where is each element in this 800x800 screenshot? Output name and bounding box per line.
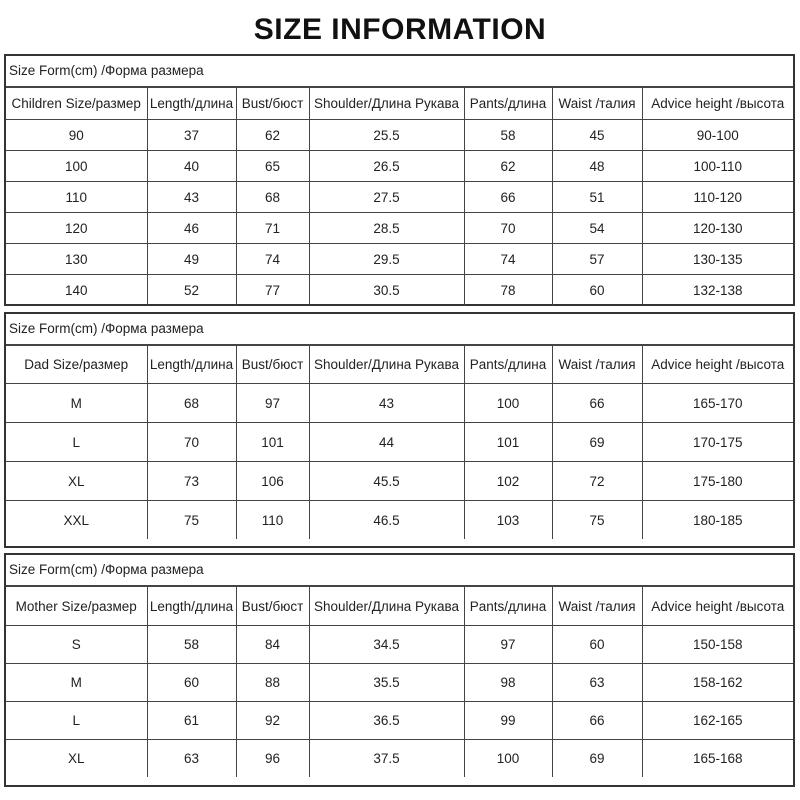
waist-cell: 72 xyxy=(552,462,642,501)
pants-column-header: Pants/длина xyxy=(464,88,552,120)
table-row xyxy=(6,384,793,423)
waist-cell: 60 xyxy=(552,626,642,664)
waist-column-header: Waist /талия xyxy=(552,346,642,384)
table-row xyxy=(6,213,793,244)
waist-cell: 69 xyxy=(552,740,642,778)
pants-column-header: Pants/длина xyxy=(464,346,552,384)
table-row xyxy=(6,244,793,275)
table-row xyxy=(6,462,793,501)
pants-cell: 70 xyxy=(464,213,552,244)
pants-cell: 100 xyxy=(464,384,552,423)
pants-cell: 103 xyxy=(464,501,552,540)
advice-height-column-header: Advice height /высота xyxy=(642,346,793,384)
shoulder-cell: 45.5 xyxy=(309,462,464,501)
bust-cell: 65 xyxy=(236,151,309,182)
shoulder-cell: 26.5 xyxy=(309,151,464,182)
shoulder-cell: 28.5 xyxy=(309,213,464,244)
advice-height-cell: 162-165 xyxy=(642,702,793,740)
size-cell: L xyxy=(6,423,147,462)
shoulder-cell: 36.5 xyxy=(309,702,464,740)
length-cell: 73 xyxy=(147,462,236,501)
advice-height-cell: 150-158 xyxy=(642,626,793,664)
length-cell: 68 xyxy=(147,384,236,423)
waist-cell: 57 xyxy=(552,244,642,275)
bust-column-header: Bust/бюст xyxy=(236,346,309,384)
table-row xyxy=(6,664,793,702)
advice-height-cell: 110-120 xyxy=(642,182,793,213)
size-cell: 110 xyxy=(6,182,147,213)
length-column-header: Length/длина xyxy=(147,346,236,384)
shoulder-column-header: Shoulder/Длина Рукава xyxy=(309,587,464,626)
shoulder-cell: 43 xyxy=(309,384,464,423)
waist-cell: 66 xyxy=(552,702,642,740)
size-cell: M xyxy=(6,384,147,423)
size-column-header: Dad Size/размер xyxy=(6,346,147,384)
bust-cell: 96 xyxy=(236,740,309,778)
length-cell: 40 xyxy=(147,151,236,182)
size-column-header: Children Size/размер xyxy=(6,88,147,120)
table-row xyxy=(6,275,793,306)
bust-column-header: Bust/бюст xyxy=(236,88,309,120)
bust-cell: 68 xyxy=(236,182,309,213)
length-cell: 61 xyxy=(147,702,236,740)
advice-height-cell: 120-130 xyxy=(642,213,793,244)
advice-height-cell: 180-185 xyxy=(642,501,793,540)
bust-cell: 84 xyxy=(236,626,309,664)
length-cell: 70 xyxy=(147,423,236,462)
table-row xyxy=(6,501,793,540)
header-row xyxy=(6,346,793,384)
bust-cell: 97 xyxy=(236,384,309,423)
length-cell: 75 xyxy=(147,501,236,540)
table-row xyxy=(6,626,793,664)
advice-height-cell: 170-175 xyxy=(642,423,793,462)
bust-cell: 110 xyxy=(236,501,309,540)
header-row xyxy=(6,587,793,626)
mother-size-table xyxy=(4,553,795,787)
shoulder-cell: 37.5 xyxy=(309,740,464,778)
shoulder-cell: 30.5 xyxy=(309,275,464,306)
shoulder-cell: 25.5 xyxy=(309,120,464,151)
advice-height-column-header: Advice height /высота xyxy=(642,88,793,120)
shoulder-cell: 29.5 xyxy=(309,244,464,275)
advice-height-cell: 130-135 xyxy=(642,244,793,275)
table-row xyxy=(6,702,793,740)
table-row xyxy=(6,740,793,778)
advice-height-cell: 175-180 xyxy=(642,462,793,501)
pants-cell: 100 xyxy=(464,740,552,778)
advice-height-cell: 158-162 xyxy=(642,664,793,702)
size-column-header: Mother Size/размер xyxy=(6,587,147,626)
table-row xyxy=(6,423,793,462)
shoulder-cell: 46.5 xyxy=(309,501,464,540)
length-cell: 43 xyxy=(147,182,236,213)
pants-cell: 102 xyxy=(464,462,552,501)
size-form-label: Size Form(cm) /Форма размера xyxy=(6,56,793,87)
advice-height-cell: 90-100 xyxy=(642,120,793,151)
size-cell: XXL xyxy=(6,501,147,540)
size-cell: 100 xyxy=(6,151,147,182)
size-cell: XL xyxy=(6,740,147,778)
length-cell: 63 xyxy=(147,740,236,778)
size-cell: 120 xyxy=(6,213,147,244)
advice-height-cell: 100-110 xyxy=(642,151,793,182)
size-table xyxy=(6,586,793,777)
waist-cell: 69 xyxy=(552,423,642,462)
waist-column-header: Waist /талия xyxy=(552,587,642,626)
advice-height-column-header: Advice height /высота xyxy=(642,587,793,626)
shoulder-cell: 27.5 xyxy=(309,182,464,213)
size-cell: XL xyxy=(6,462,147,501)
length-cell: 37 xyxy=(147,120,236,151)
waist-cell: 75 xyxy=(552,501,642,540)
bust-cell: 77 xyxy=(236,275,309,306)
advice-height-cell: 165-168 xyxy=(642,740,793,778)
advice-height-cell: 165-170 xyxy=(642,384,793,423)
bust-cell: 106 xyxy=(236,462,309,501)
size-form-label: Size Form(cm) /Форма размера xyxy=(6,555,793,586)
waist-cell: 45 xyxy=(552,120,642,151)
shoulder-cell: 44 xyxy=(309,423,464,462)
pants-cell: 74 xyxy=(464,244,552,275)
waist-cell: 66 xyxy=(552,384,642,423)
table-row xyxy=(6,120,793,151)
size-cell: L xyxy=(6,702,147,740)
length-column-header: Length/длина xyxy=(147,587,236,626)
pants-cell: 101 xyxy=(464,423,552,462)
children-size-table xyxy=(4,54,795,306)
pants-cell: 58 xyxy=(464,120,552,151)
pants-cell: 97 xyxy=(464,626,552,664)
waist-cell: 48 xyxy=(552,151,642,182)
size-cell: 140 xyxy=(6,275,147,306)
header-row xyxy=(6,88,793,120)
size-table xyxy=(6,87,793,305)
bust-cell: 71 xyxy=(236,213,309,244)
size-table xyxy=(6,345,793,539)
size-cell: S xyxy=(6,626,147,664)
bust-cell: 101 xyxy=(236,423,309,462)
pants-cell: 62 xyxy=(464,151,552,182)
pants-cell: 66 xyxy=(464,182,552,213)
advice-height-cell: 132-138 xyxy=(642,275,793,306)
table-row xyxy=(6,182,793,213)
length-cell: 52 xyxy=(147,275,236,306)
length-cell: 49 xyxy=(147,244,236,275)
waist-cell: 51 xyxy=(552,182,642,213)
length-cell: 60 xyxy=(147,664,236,702)
bust-cell: 92 xyxy=(236,702,309,740)
bust-column-header: Bust/бюст xyxy=(236,587,309,626)
size-cell: 130 xyxy=(6,244,147,275)
table-row xyxy=(6,151,793,182)
pants-column-header: Pants/длина xyxy=(464,587,552,626)
pants-cell: 98 xyxy=(464,664,552,702)
size-cell: M xyxy=(6,664,147,702)
length-cell: 46 xyxy=(147,213,236,244)
dad-size-table xyxy=(4,312,795,548)
page-title: SIZE INFORMATION xyxy=(253,13,547,46)
size-cell: 90 xyxy=(6,120,147,151)
waist-cell: 60 xyxy=(552,275,642,306)
shoulder-column-header: Shoulder/Длина Рукава xyxy=(309,346,464,384)
pants-cell: 99 xyxy=(464,702,552,740)
shoulder-cell: 34.5 xyxy=(309,626,464,664)
length-cell: 58 xyxy=(147,626,236,664)
bust-cell: 88 xyxy=(236,664,309,702)
bust-cell: 62 xyxy=(236,120,309,151)
waist-cell: 63 xyxy=(552,664,642,702)
waist-column-header: Waist /талия xyxy=(552,88,642,120)
waist-cell: 54 xyxy=(552,213,642,244)
pants-cell: 78 xyxy=(464,275,552,306)
size-form-label: Size Form(cm) /Форма размера xyxy=(6,314,793,345)
shoulder-cell: 35.5 xyxy=(309,664,464,702)
bust-cell: 74 xyxy=(236,244,309,275)
shoulder-column-header: Shoulder/Длина Рукава xyxy=(309,88,464,120)
length-column-header: Length/длина xyxy=(147,88,236,120)
